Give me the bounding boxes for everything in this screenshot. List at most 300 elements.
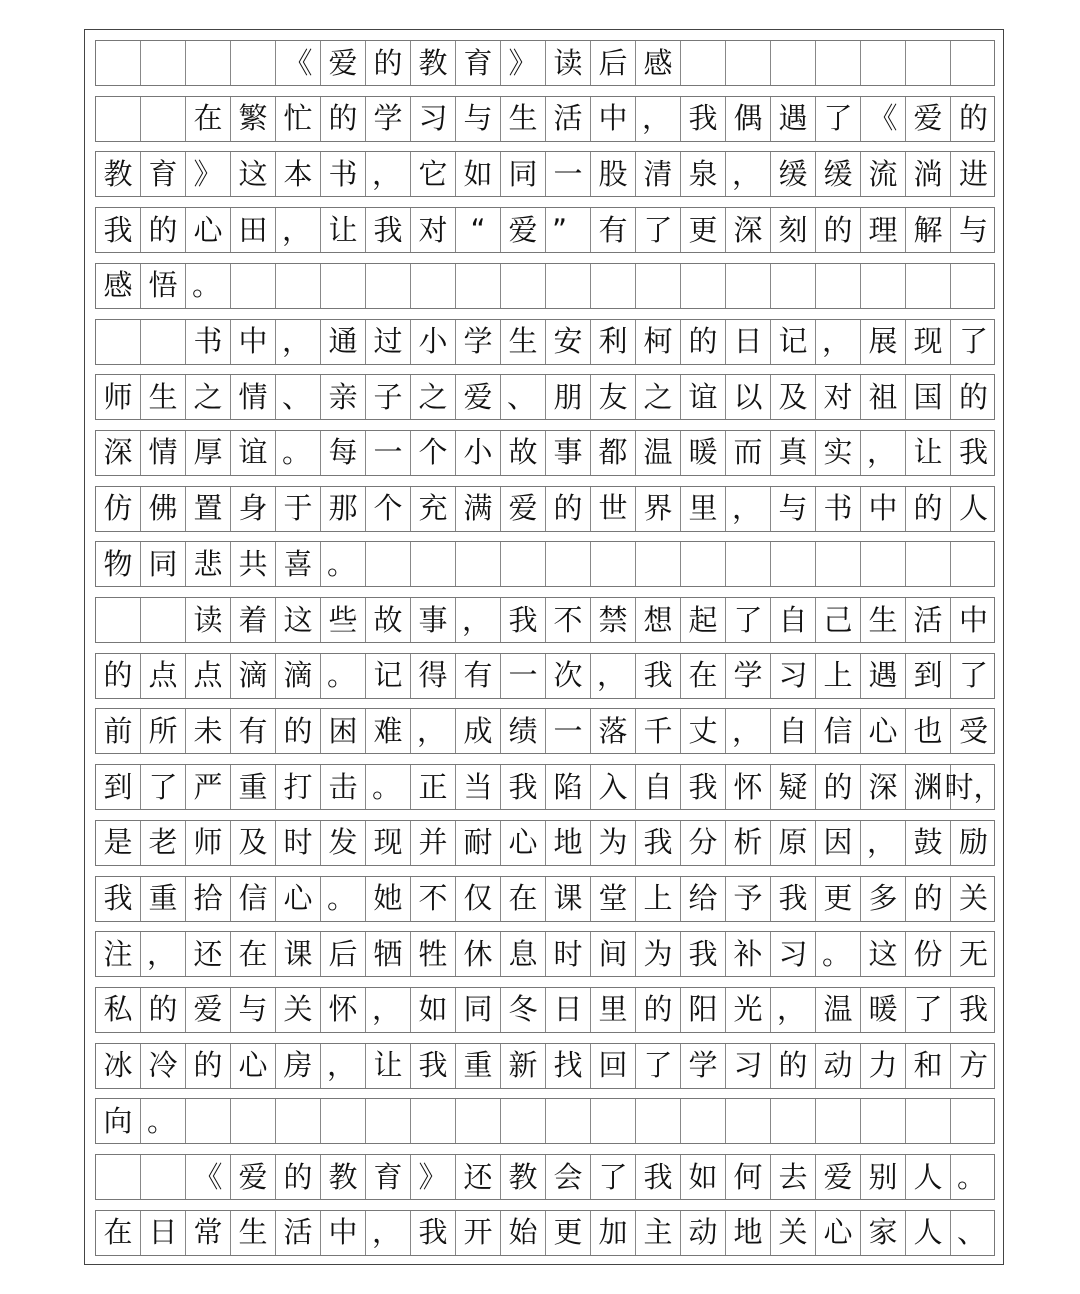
grid-cell: 亲 bbox=[321, 375, 366, 419]
grid-cell: 陷 bbox=[546, 765, 591, 809]
grid-cell: 厚 bbox=[186, 431, 231, 475]
grid-cell bbox=[96, 1155, 141, 1199]
grid-cell: 关 bbox=[958, 881, 988, 915]
grid-cell: 中 bbox=[861, 487, 906, 531]
grid-cell: 习 bbox=[771, 654, 816, 698]
grid-cell bbox=[411, 264, 456, 308]
grid-cell bbox=[141, 598, 186, 642]
grid-cell: 人 bbox=[906, 1211, 951, 1255]
grid-cell: 落 bbox=[591, 709, 636, 753]
grid-cell: 中 bbox=[958, 602, 988, 637]
grid-cell: 。 bbox=[276, 431, 321, 475]
grid-cell: 也 bbox=[906, 709, 951, 753]
grid-cell: 心 bbox=[231, 1044, 276, 1088]
grid-cell: 遇 bbox=[771, 97, 816, 141]
grid-cell: 《 bbox=[861, 97, 906, 141]
grid-cell: 缓 bbox=[816, 152, 861, 196]
grid-cell: 并 bbox=[411, 821, 456, 865]
grid-cell: 教 bbox=[321, 1155, 366, 1199]
grid-cell: 情 bbox=[231, 375, 276, 419]
grid-cell: ” bbox=[546, 208, 591, 252]
grid-cell: 共 bbox=[231, 542, 276, 586]
grid-cell: 育 bbox=[141, 152, 186, 196]
grid-cell: 冬 bbox=[501, 988, 546, 1032]
grid-cell bbox=[771, 264, 816, 308]
grid-cell: 国 bbox=[906, 375, 951, 419]
grid-cell bbox=[951, 542, 996, 586]
grid-cell: 的 bbox=[546, 487, 591, 531]
grid-cell: 深 bbox=[96, 431, 141, 475]
grid-cell: 书 bbox=[816, 487, 861, 531]
text-row bbox=[95, 1154, 995, 1200]
grid-cell: 学 bbox=[456, 320, 501, 364]
grid-cell: 了 bbox=[636, 1044, 681, 1088]
grid-cell: 发 bbox=[321, 821, 366, 865]
grid-cell: 别 bbox=[861, 1155, 906, 1199]
grid-cell: 还 bbox=[456, 1155, 501, 1199]
grid-cell: 教 bbox=[411, 41, 456, 85]
grid-cell bbox=[591, 264, 636, 308]
grid-cell bbox=[141, 41, 186, 85]
grid-cell bbox=[96, 97, 141, 141]
grid-cell: 以 bbox=[726, 375, 771, 419]
grid-cell: 动 bbox=[816, 1044, 861, 1088]
grid-cell: ， bbox=[816, 320, 861, 364]
grid-cell: 正 bbox=[411, 765, 456, 809]
grid-cell: 师 bbox=[186, 821, 231, 865]
grid-cell: 自 bbox=[771, 598, 816, 642]
grid-cell: 些 bbox=[321, 598, 366, 642]
grid-cell: 她 bbox=[366, 877, 411, 921]
grid-cell bbox=[141, 320, 186, 364]
grid-cell: 疑 bbox=[771, 765, 816, 809]
grid-cell: 师 bbox=[96, 375, 141, 419]
grid-cell bbox=[141, 1155, 186, 1199]
grid-cell: 物 bbox=[96, 542, 141, 586]
grid-cell bbox=[636, 1099, 681, 1143]
grid-cell: 休 bbox=[456, 932, 501, 976]
grid-cell: 本 bbox=[276, 152, 321, 196]
grid-cell: 遇 bbox=[861, 654, 906, 698]
grid-cell: 份 bbox=[906, 932, 951, 976]
grid-cell: 新 bbox=[501, 1044, 546, 1088]
grid-cell: 让 bbox=[366, 1044, 411, 1088]
grid-cell: 的 bbox=[958, 379, 988, 414]
grid-cell: 有 bbox=[456, 654, 501, 698]
grid-cell: 地 bbox=[726, 1211, 771, 1255]
grid-cell: 情 bbox=[141, 431, 186, 475]
grid-cell: 都 bbox=[591, 431, 636, 475]
grid-cell: 安 bbox=[546, 320, 591, 364]
grid-cell: 展 bbox=[861, 320, 906, 364]
grid-cell: 《 bbox=[276, 41, 321, 85]
grid-cell bbox=[861, 542, 906, 586]
grid-cell: 人 bbox=[906, 1155, 951, 1199]
grid-cell: 了 bbox=[591, 1155, 636, 1199]
grid-cell: 滴 bbox=[231, 654, 276, 698]
text-row bbox=[95, 931, 995, 977]
grid-cell: 重 bbox=[231, 765, 276, 809]
grid-cell: 》 bbox=[501, 41, 546, 85]
grid-cell: 心 bbox=[501, 821, 546, 865]
grid-cell bbox=[546, 264, 591, 308]
grid-cell: 是 bbox=[96, 821, 141, 865]
grid-cell: 爱 bbox=[816, 1155, 861, 1199]
grid-cell: 上 bbox=[636, 877, 681, 921]
grid-cell: 子 bbox=[366, 375, 411, 419]
grid-cell bbox=[771, 1099, 816, 1143]
grid-cell: ， bbox=[726, 152, 771, 196]
grid-cell: 现 bbox=[906, 320, 951, 364]
grid-cell: 为 bbox=[591, 821, 636, 865]
grid-cell bbox=[771, 542, 816, 586]
grid-cell: 后 bbox=[591, 41, 636, 85]
grid-cell: 我 bbox=[681, 765, 726, 809]
grid-cell: 现 bbox=[366, 821, 411, 865]
grid-cell: 重 bbox=[456, 1044, 501, 1088]
grid-cell: 忙 bbox=[276, 97, 321, 141]
grid-cell: 房 bbox=[276, 1044, 321, 1088]
grid-cell bbox=[951, 1099, 996, 1143]
grid-cell: ， bbox=[276, 208, 321, 252]
grid-cell: 成 bbox=[456, 709, 501, 753]
grid-cell bbox=[501, 542, 546, 586]
grid-cell: 谊 bbox=[231, 431, 276, 475]
grid-cell bbox=[276, 264, 321, 308]
grid-cell: 了 bbox=[636, 208, 681, 252]
grid-cell: 何 bbox=[726, 1155, 771, 1199]
grid-cell: 个 bbox=[366, 487, 411, 531]
grid-cell: 记 bbox=[366, 654, 411, 698]
grid-cell: 事 bbox=[411, 598, 456, 642]
grid-cell: 析 bbox=[726, 821, 771, 865]
grid-cell: 打 bbox=[276, 765, 321, 809]
grid-cell: 始 bbox=[501, 1211, 546, 1255]
text-row bbox=[95, 207, 995, 253]
grid-cell: 冰 bbox=[96, 1044, 141, 1088]
grid-cell: 因 bbox=[816, 821, 861, 865]
grid-cell: 书 bbox=[321, 152, 366, 196]
grid-cell: 悟 bbox=[141, 264, 186, 308]
grid-cell bbox=[951, 264, 996, 308]
grid-cell: 的 bbox=[276, 709, 321, 753]
grid-cell: 日 bbox=[726, 320, 771, 364]
grid-cell: 我 bbox=[636, 654, 681, 698]
grid-cell: 加 bbox=[591, 1211, 636, 1255]
grid-cell: 深 bbox=[861, 765, 906, 809]
grid-cell: 日 bbox=[141, 1211, 186, 1255]
grid-cell: 偶 bbox=[726, 97, 771, 141]
grid-cell: 》 bbox=[411, 1155, 456, 1199]
grid-cell: 与 bbox=[958, 212, 988, 247]
grid-cell: 时， bbox=[944, 769, 1003, 804]
text-row bbox=[95, 319, 995, 365]
grid-cell: 利 bbox=[591, 320, 636, 364]
grid-cell: 后 bbox=[321, 932, 366, 976]
grid-cell: 在 bbox=[501, 877, 546, 921]
grid-cell: 的 bbox=[906, 877, 951, 921]
grid-cell: 到 bbox=[906, 654, 951, 698]
grid-cell: 喜 bbox=[276, 542, 321, 586]
grid-cell bbox=[906, 1099, 951, 1143]
grid-cell: 时 bbox=[546, 932, 591, 976]
grid-cell: 。 bbox=[186, 264, 231, 308]
grid-cell: 、 bbox=[276, 375, 321, 419]
grid-cell: 学 bbox=[726, 654, 771, 698]
grid-cell bbox=[141, 97, 186, 141]
grid-cell: 绩 bbox=[501, 709, 546, 753]
grid-cell: 爱 bbox=[501, 487, 546, 531]
grid-cell: 牺 bbox=[366, 932, 411, 976]
grid-cell: 间 bbox=[591, 932, 636, 976]
grid-cell: 了 bbox=[141, 765, 186, 809]
grid-cell: 里 bbox=[681, 487, 726, 531]
text-row bbox=[95, 430, 995, 476]
grid-cell: 每 bbox=[321, 431, 366, 475]
grid-cell bbox=[411, 1099, 456, 1143]
grid-cell: 、 bbox=[501, 375, 546, 419]
grid-cell: 家 bbox=[861, 1211, 906, 1255]
grid-cell bbox=[861, 41, 906, 85]
grid-cell: 。 bbox=[321, 542, 366, 586]
grid-cell bbox=[96, 320, 141, 364]
grid-cell: 爱 bbox=[231, 1155, 276, 1199]
grid-cell: 的 bbox=[906, 487, 951, 531]
grid-cell: ， bbox=[456, 598, 501, 642]
grid-cell: 了 bbox=[958, 658, 988, 693]
grid-cell: ， bbox=[366, 152, 411, 196]
grid-cell: 次 bbox=[546, 654, 591, 698]
text-row bbox=[95, 708, 995, 754]
grid-cell bbox=[456, 264, 501, 308]
grid-cell: 分 bbox=[681, 821, 726, 865]
grid-cell: 了 bbox=[958, 324, 988, 358]
grid-cell bbox=[186, 1099, 231, 1143]
grid-cell: 感 bbox=[96, 264, 141, 308]
grid-cell: 更 bbox=[681, 208, 726, 252]
text-row bbox=[95, 263, 995, 309]
grid-cell bbox=[186, 41, 231, 85]
grid-cell bbox=[816, 1099, 861, 1143]
grid-cell: 如 bbox=[456, 152, 501, 196]
text-row bbox=[95, 96, 995, 142]
grid-cell: 的 bbox=[141, 208, 186, 252]
grid-cell: 有 bbox=[591, 208, 636, 252]
grid-cell: 找 bbox=[546, 1044, 591, 1088]
grid-cell: 生 bbox=[141, 375, 186, 419]
grid-cell: 上 bbox=[816, 654, 861, 698]
grid-cell bbox=[726, 1099, 771, 1143]
grid-cell: 的 bbox=[96, 654, 141, 698]
grid-cell: 的 bbox=[958, 101, 988, 136]
grid-cell bbox=[546, 542, 591, 586]
grid-cell: 之 bbox=[186, 375, 231, 419]
grid-cell: 怀 bbox=[726, 765, 771, 809]
grid-cell: 一 bbox=[366, 431, 411, 475]
grid-cell: 友 bbox=[591, 375, 636, 419]
grid-cell bbox=[726, 41, 771, 85]
text-row bbox=[95, 820, 995, 866]
grid-cell bbox=[681, 264, 726, 308]
grid-cell: 不 bbox=[411, 877, 456, 921]
grid-cell: 心 bbox=[276, 877, 321, 921]
grid-cell: 习 bbox=[771, 932, 816, 976]
grid-cell bbox=[96, 598, 141, 642]
grid-cell: 千 bbox=[636, 709, 681, 753]
grid-cell bbox=[366, 542, 411, 586]
grid-cell: 我 bbox=[501, 765, 546, 809]
grid-cell bbox=[501, 264, 546, 308]
grid-cell: 祖 bbox=[861, 375, 906, 419]
grid-cell: 动 bbox=[681, 1211, 726, 1255]
text-row bbox=[95, 1210, 995, 1256]
grid-cell: 爱 bbox=[321, 41, 366, 85]
grid-cell: 点 bbox=[186, 654, 231, 698]
grid-cell bbox=[681, 1099, 726, 1143]
grid-cell: 我 bbox=[958, 435, 988, 470]
grid-cell: 满 bbox=[456, 487, 501, 531]
grid-cell: 中 bbox=[591, 97, 636, 141]
grid-cell: 息 bbox=[501, 932, 546, 976]
grid-cell: 爱 bbox=[501, 208, 546, 252]
grid-cell: 向 bbox=[96, 1099, 141, 1143]
grid-cell: 的 bbox=[141, 988, 186, 1032]
grid-cell bbox=[726, 542, 771, 586]
grid-cell: 常 bbox=[186, 1211, 231, 1255]
grid-cell: 一 bbox=[501, 654, 546, 698]
grid-cell: 通 bbox=[321, 320, 366, 364]
grid-cell: 人 bbox=[958, 491, 988, 526]
text-row bbox=[95, 1098, 995, 1144]
grid-cell: 。 bbox=[321, 654, 366, 698]
grid-cell: 这 bbox=[231, 152, 276, 196]
grid-cell: 我 bbox=[96, 208, 141, 252]
grid-cell bbox=[411, 542, 456, 586]
text-row bbox=[95, 486, 995, 532]
grid-cell: 刻 bbox=[771, 208, 816, 252]
grid-cell: 想 bbox=[636, 598, 681, 642]
grid-cell bbox=[231, 41, 276, 85]
grid-cell: 课 bbox=[276, 932, 321, 976]
grid-cell: ， bbox=[411, 709, 456, 753]
grid-cell: 的 bbox=[186, 1044, 231, 1088]
grid-cell: 。 bbox=[141, 1099, 186, 1143]
grid-cell: 如 bbox=[681, 1155, 726, 1199]
grid-cell: 温 bbox=[816, 988, 861, 1032]
grid-cell: 暖 bbox=[681, 431, 726, 475]
grid-cell: 拾 bbox=[186, 877, 231, 921]
grid-cell: 让 bbox=[906, 431, 951, 475]
grid-cell: 育 bbox=[456, 41, 501, 85]
grid-cell: 励 bbox=[958, 825, 988, 860]
grid-cell: 入 bbox=[591, 765, 636, 809]
grid-cell: 心 bbox=[186, 208, 231, 252]
grid-cell: 事 bbox=[546, 431, 591, 475]
grid-cell: 关 bbox=[276, 988, 321, 1032]
grid-cell: 无 bbox=[958, 936, 988, 971]
grid-cell: 这 bbox=[861, 932, 906, 976]
grid-cell: 。 bbox=[957, 1159, 987, 1194]
text-row bbox=[95, 374, 995, 420]
text-row bbox=[95, 541, 995, 587]
grid-cell: 一 bbox=[546, 709, 591, 753]
grid-cell: 与 bbox=[231, 988, 276, 1032]
grid-cell: 理 bbox=[861, 208, 906, 252]
grid-cell: 严 bbox=[186, 765, 231, 809]
grid-cell bbox=[861, 1099, 906, 1143]
grid-cell bbox=[276, 1099, 321, 1143]
grid-cell: 自 bbox=[771, 709, 816, 753]
grid-cell: 生 bbox=[231, 1211, 276, 1255]
grid-cell: 了 bbox=[726, 598, 771, 642]
grid-cell: 时 bbox=[276, 821, 321, 865]
grid-cell: 起 bbox=[681, 598, 726, 642]
grid-cell bbox=[321, 1099, 366, 1143]
grid-cell: 爱 bbox=[456, 375, 501, 419]
grid-cell: 小 bbox=[411, 320, 456, 364]
text-row bbox=[95, 987, 995, 1033]
grid-cell: 得 bbox=[411, 654, 456, 698]
grid-cell: 未 bbox=[186, 709, 231, 753]
grid-cell: 那 bbox=[321, 487, 366, 531]
grid-cell: 暖 bbox=[861, 988, 906, 1032]
grid-cell: 和 bbox=[906, 1044, 951, 1088]
grid-cell: 在 bbox=[186, 97, 231, 141]
grid-cell: 而 bbox=[726, 431, 771, 475]
grid-cell: 主 bbox=[636, 1211, 681, 1255]
grid-cell: 有 bbox=[231, 709, 276, 753]
grid-cell: 回 bbox=[591, 1044, 636, 1088]
grid-cell: 光 bbox=[726, 988, 771, 1032]
grid-cell: ， bbox=[726, 709, 771, 753]
grid-cell: 朋 bbox=[546, 375, 591, 419]
grid-cell: ， bbox=[366, 1211, 411, 1255]
grid-cell: 补 bbox=[726, 932, 771, 976]
grid-cell: 读 bbox=[546, 41, 591, 85]
grid-cell: 更 bbox=[546, 1211, 591, 1255]
grid-cell: 的 bbox=[321, 97, 366, 141]
grid-cell bbox=[546, 1099, 591, 1143]
grid-cell: 习 bbox=[411, 97, 456, 141]
grid-cell: 对 bbox=[816, 375, 861, 419]
grid-cell: 对 bbox=[411, 208, 456, 252]
grid-cell: 》 bbox=[186, 152, 231, 196]
grid-cell: 。 bbox=[366, 765, 411, 809]
grid-cell: 当 bbox=[456, 765, 501, 809]
grid-cell: 之 bbox=[411, 375, 456, 419]
grid-cell bbox=[906, 41, 951, 85]
grid-cell: 小 bbox=[456, 431, 501, 475]
text-row bbox=[95, 151, 995, 197]
grid-cell: 堂 bbox=[591, 877, 636, 921]
grid-cell: 中 bbox=[231, 320, 276, 364]
grid-cell: 耐 bbox=[456, 821, 501, 865]
grid-cell: 去 bbox=[771, 1155, 816, 1199]
text-row bbox=[95, 1043, 995, 1089]
grid-cell: 我 bbox=[636, 1155, 681, 1199]
grid-cell: 方 bbox=[958, 1048, 988, 1083]
grid-cell: 重 bbox=[141, 877, 186, 921]
grid-cell: 爱 bbox=[906, 97, 951, 141]
grid-cell bbox=[456, 1099, 501, 1143]
grid-cell: 如 bbox=[411, 988, 456, 1032]
grid-cell: 身 bbox=[231, 487, 276, 531]
grid-cell: “ bbox=[456, 208, 501, 252]
grid-cell: 进 bbox=[958, 156, 988, 191]
grid-cell: 击 bbox=[321, 765, 366, 809]
grid-cell: 故 bbox=[501, 431, 546, 475]
grid-cell: 世 bbox=[591, 487, 636, 531]
